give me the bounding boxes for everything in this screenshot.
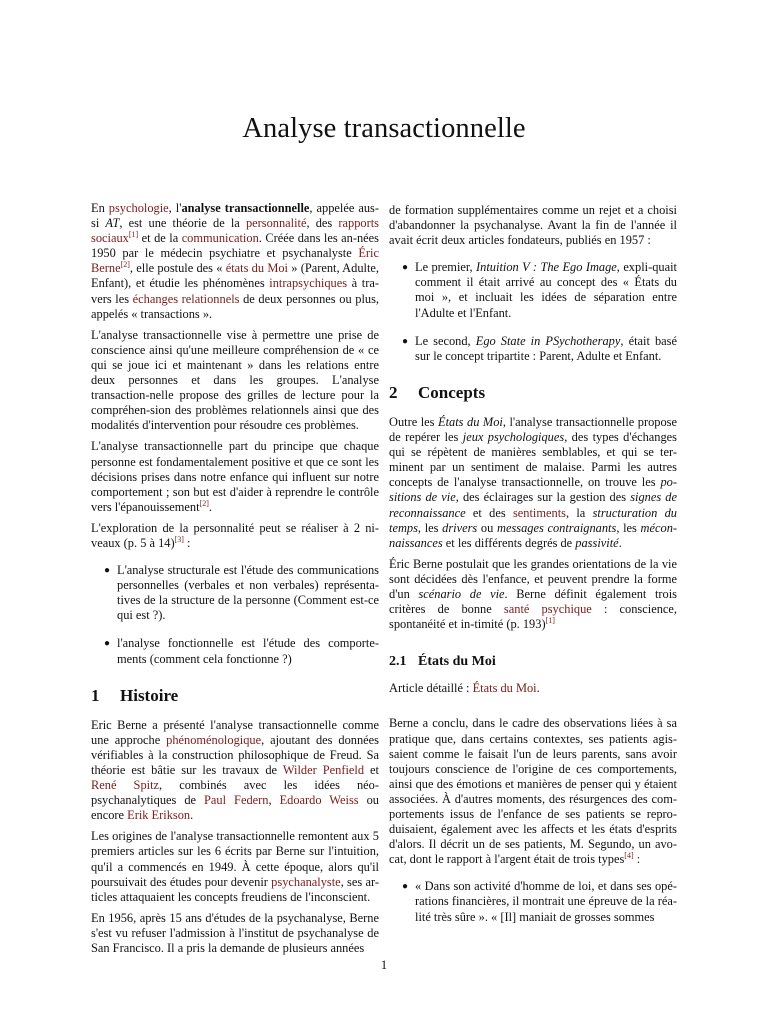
text: ou xyxy=(477,520,497,535)
text: Article détaillé : xyxy=(389,681,473,696)
section-title: Histoire xyxy=(120,685,179,705)
link-rene-spitz[interactable]: René Spitz xyxy=(91,778,160,793)
bullet-icon: ● xyxy=(402,881,409,893)
link-echanges-relationnels[interactable]: échanges relationnels xyxy=(132,291,240,306)
text: , des xyxy=(306,216,339,231)
text: : xyxy=(183,535,191,550)
link-paul-federn[interactable]: Paul Federn xyxy=(204,793,269,808)
list-item xyxy=(402,879,677,924)
text: , xyxy=(268,793,280,808)
italic-title: Intuition V : The Ego Image xyxy=(476,260,617,275)
text: , ajoutant des données vérifiables à la construction philosophique de Freud. Sa théorie est bâtie sur les travaux de xyxy=(91,732,379,777)
bold-term: analyse transactionnelle xyxy=(181,201,310,215)
text: , elle postule des « xyxy=(129,261,226,276)
paragraph xyxy=(91,829,379,904)
page-number: 1 xyxy=(380,958,388,972)
text: . xyxy=(208,499,212,514)
link-communication[interactable]: communication xyxy=(181,231,259,246)
link-edoardo-weiss[interactable]: Edoardo Weiss xyxy=(279,793,359,808)
reference-link[interactable]: [1] xyxy=(545,616,555,626)
link-eric-berne[interactable]: Éric Berne xyxy=(91,246,379,276)
text: En xyxy=(91,201,109,215)
text: Outre les xyxy=(389,414,439,429)
italic-term: scénario de vie xyxy=(418,586,505,601)
text: de deux personnes ou plus, appelés « transactions ». xyxy=(91,291,379,321)
section-title: Concepts xyxy=(418,382,486,402)
reference-link[interactable]: [4] xyxy=(624,851,634,861)
list-item xyxy=(104,563,379,623)
text: et xyxy=(364,763,379,777)
link-sante-psychique[interactable]: santé psychique xyxy=(503,602,592,617)
list-item xyxy=(402,260,677,320)
link-erik-erikson[interactable]: Erik Erikson xyxy=(127,808,191,823)
text: , les xyxy=(417,520,443,535)
list-item xyxy=(402,333,677,364)
section-heading-histoire xyxy=(91,685,379,705)
section-number: 2.1 xyxy=(389,654,407,670)
link-psychanalyste[interactable]: psychanalyste xyxy=(271,874,341,889)
link-intrapsychiques[interactable]: intrapsychiques xyxy=(269,276,348,291)
intro-paragraph xyxy=(91,201,379,322)
reference-link[interactable]: [2] xyxy=(199,498,209,508)
text: et des xyxy=(465,505,513,520)
italic-term: messages contraignants xyxy=(497,520,617,535)
text: , combinés avec les idées néo-psychanalytiques de xyxy=(91,778,379,808)
text: Le premier, xyxy=(415,260,477,275)
text: . xyxy=(190,808,194,823)
text: Eric Berne a présenté l'analyse transactionnelle comme une approche xyxy=(91,717,379,747)
link-etats-du-moi-article[interactable]: États du Moi xyxy=(472,681,537,696)
italic-term: jeux psychologiques xyxy=(462,430,565,445)
subsection-heading-etats-du-moi xyxy=(389,654,677,669)
bullet-list xyxy=(389,879,677,924)
reference-link[interactable]: [2] xyxy=(120,260,130,270)
text: à tra-vers les xyxy=(91,276,380,306)
text: , l'analyse transactionnelle propose de repérer les xyxy=(389,414,678,445)
text: L'exploration de la personnalité peut se réaliser à 2 ni-veaux (p. 5 à 14) xyxy=(91,520,379,550)
paragraph xyxy=(91,439,379,514)
link-wilder-penfield[interactable]: Wilder Penfield xyxy=(282,763,365,777)
text: et les différents degrés de xyxy=(442,535,576,550)
link-rapports-sociaux[interactable]: rapports sociaux xyxy=(91,216,379,246)
bullet-icon: ● xyxy=(104,638,111,650)
text: Le second, xyxy=(415,333,476,348)
text: , des éclairages sur la gestion des xyxy=(455,490,631,505)
text: Berne a conclu, dans le cadre des observations liées à sa pratique que, dans certains contextes, ses patients agis-saient comme le faisait l'un de leurs parents, sans avoir toujours conscience de l'origine de ces comportements, ainsi que des émotions et manières de penser qui y étaient associées. À d'autres moments, des résurgences des com-portements issus de l'enfance de ses patients se repro-duisaient, également avec les affects et les états d'esprits d'alors. Il décrit un de ses patients, M. Segundo, un avo-cat, dont le rapport à l'argent était de trois types xyxy=(389,716,677,867)
text: , les xyxy=(616,520,641,535)
text: : xyxy=(633,852,641,867)
text: Éric Berne postulait que les grandes orientations de la vie sont décidées dès l'enfance, et peuvent prendre la forme d'un xyxy=(389,556,677,601)
text: L'analyse transactionnelle part du principe que chaque personne est fondamentalement positive et que ce sont les décisions prises dans notre enfance qui influent sur notre comportement ; son but est d'aider à reprendre le contrôle vers l'épanouissement xyxy=(91,439,379,514)
reference-link[interactable]: [3] xyxy=(174,534,184,544)
paragraph xyxy=(91,718,379,824)
link-etats-du-moi[interactable]: états du Moi xyxy=(225,261,288,276)
link-psychologie[interactable]: psychologie xyxy=(108,201,169,215)
paragraph xyxy=(91,521,379,551)
text: . xyxy=(618,535,622,550)
link-phenomenologique[interactable]: phénoménologique xyxy=(166,732,262,747)
text: . Créée dans les an-nées 1950 par le médecin psychiatre et psychanalyste xyxy=(91,231,379,261)
text: , était basé sur le concept tripartite : Parent, Adulte et Enfant. xyxy=(415,333,677,363)
list-item xyxy=(104,636,379,666)
link-personnalite[interactable]: personnalité xyxy=(245,216,307,231)
italic-term: mécon-naissances xyxy=(389,520,678,550)
paragraph: L'analyse transactionnelle vise à permettre une prise de conscience ainsi qu'une meilleure compréhension de « ce qui se joue ici et maintenant » dans les relations entre deux personnes et dans les groupes. L'analyse transaction-nelle propose des grilles de lecture pour la compréhen-sion des problèmes relationnels ainsi que des modalités d'intervention pour résoudre ces problèmes. xyxy=(91,327,379,433)
italic-term: drivers xyxy=(442,520,478,535)
italic-term: po-sitions de vie xyxy=(389,475,677,505)
text: ou encore xyxy=(91,793,379,823)
text: , expli-quait comment il était arrivé au concept des « États du moi », et incluait les idées de séparation entre l'Adulte et l'Enfant. xyxy=(415,260,677,320)
reference-link[interactable]: [1] xyxy=(128,230,139,240)
text: , la xyxy=(565,505,593,520)
section-number: 1 xyxy=(91,685,100,705)
detailed-article-note xyxy=(389,681,677,696)
bullet-list xyxy=(91,563,379,667)
italic-term: États du Moi xyxy=(438,414,503,429)
text: , est une théorie de la xyxy=(119,216,246,231)
italic-term: structuration du temps xyxy=(389,505,677,535)
section-title: États du Moi xyxy=(418,654,496,670)
text: L'analyse structurale est l'étude des communications personnelles (verbales et non verbales) représenta-tives de la structure de la personne (Comment est-ce qui est ?). xyxy=(117,563,379,623)
paragraph: de formation supplémentaires comme un rejet et a choisi d'abandonner la psychanalyse. Avant la fin de l'année il avait écrit deux articles fondateurs, publiés en 1957 : xyxy=(389,203,677,248)
italic-term: AT xyxy=(105,216,120,231)
paragraph xyxy=(389,415,677,551)
paragraph xyxy=(389,716,677,867)
text: l'analyse fonctionnelle est l'étude des comporte-ments (comment cela fonctionne ?) xyxy=(117,636,379,666)
left-column xyxy=(91,201,379,962)
bullet-icon: ● xyxy=(402,335,409,347)
bullet-icon: ● xyxy=(104,565,111,577)
section-heading-concepts xyxy=(389,382,677,402)
bullet-list xyxy=(389,260,677,364)
text: . Berne définit également trois critères de bonne xyxy=(389,586,677,617)
text: , appelée aus-si xyxy=(91,201,379,231)
page-title: Analyse transactionnelle xyxy=(242,113,526,144)
text: , ses ar-ticles attaquaient les concepts freudiens de l'inconscient. xyxy=(91,874,379,904)
text: » (Parent, Adulte, Enfant), et étudie les phénomènes xyxy=(91,261,379,291)
text: . xyxy=(536,681,540,696)
text: : conscience, spontanéité et in-timité (p. 193) xyxy=(389,602,677,632)
italic-term: signes de reconnaissance xyxy=(389,490,677,520)
text: Les origines de l'analyse transactionnelle remontent aux 5 premiers articles sur les 6 écrits par Berne sur l'intuition, qu'il a commencés en 1949. À cette époque, alors qu'il poursuivait des études pour devenir xyxy=(91,829,379,889)
text: , l' xyxy=(168,201,182,215)
text: et de la xyxy=(138,231,182,246)
paragraph xyxy=(389,557,677,632)
text: , des types d'échanges qui se répètent de manières semblables, et qui se ter-minent par un sentiment de malaise. Parmi les autres concepts de l'analyse transactionnelle, on trouve les xyxy=(389,430,677,490)
italic-term: passivité xyxy=(575,535,619,550)
italic-title: Ego State in PSychotherapy xyxy=(475,333,621,348)
link-sentiments[interactable]: sentiments xyxy=(512,505,566,520)
paragraph: En 1956, après 15 ans d'études de la psychanalyse, Berne s'est vu refuser l'admission à l'institut de psychanalyse de San Francisco. Il a pris la demande de plusieurs années xyxy=(91,910,379,956)
right-column xyxy=(389,203,677,938)
text: « Dans son activité d'homme de loi, et dans ses opé-rations financières, il montrait une épreuve de la réa-lité très sûre ». « [Il] maniait de grosses sommes xyxy=(415,879,677,924)
bullet-icon: ● xyxy=(402,262,409,274)
section-number: 2 xyxy=(389,382,398,402)
